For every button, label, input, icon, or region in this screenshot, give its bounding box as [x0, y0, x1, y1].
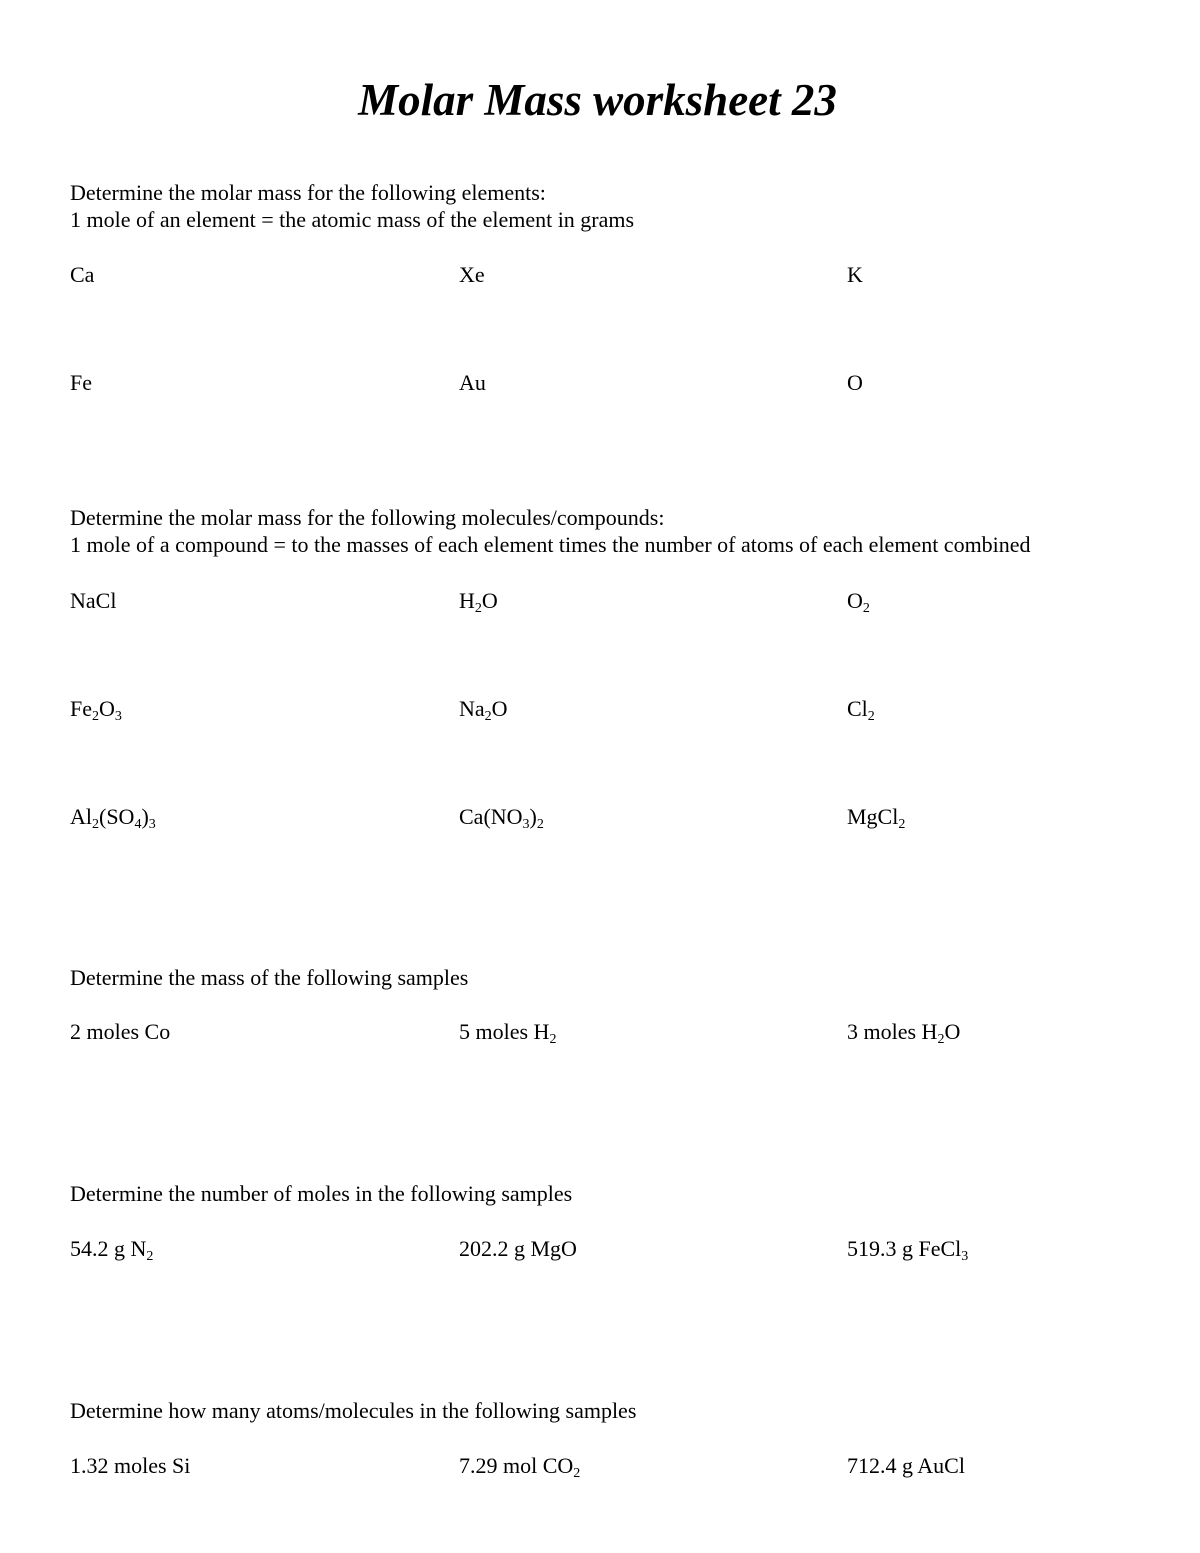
- page-title: Molar Mass worksheet 23: [358, 75, 837, 125]
- problem-item: 7.29 mol $CO_2$: [459, 1453, 581, 1481]
- problem-item: 1.32 moles Si: [70, 1453, 191, 1478]
- problem-item: NaCl: [70, 588, 117, 613]
- section-instruction: Determine how many atoms/molecules in the following samples: [70, 1398, 637, 1423]
- section-instruction: 1 mole of a compound = to the masses of each element times the number of atoms of each element combined: [70, 532, 1031, 557]
- problem-item: 202.2 g MgO: [459, 1236, 577, 1261]
- problem-item: $O_2$: [847, 588, 870, 616]
- problem-item: 3 moles $H_2O$: [847, 1019, 961, 1047]
- problem-item: $Na_2O$: [459, 696, 508, 724]
- problem-item: $H_2O$: [459, 588, 498, 616]
- section-instruction: Determine the mass of the following samples: [70, 965, 469, 990]
- problem-item: Au: [459, 370, 486, 395]
- problem-item: 712.4 g AuCl: [847, 1453, 965, 1478]
- section-instruction: Determine the number of moles in the following samples: [70, 1181, 573, 1206]
- problem-item: 2 moles Co: [70, 1019, 171, 1044]
- problem-item: Ca: [70, 262, 95, 287]
- section-instruction: Determine the molar mass for the following molecules/compounds:: [70, 505, 665, 530]
- problem-item: O: [847, 370, 863, 395]
- problem-item: 5 moles $H_2$: [459, 1019, 557, 1047]
- problem-item: $Cl_2$: [847, 696, 875, 724]
- problem-item: Fe: [70, 370, 92, 395]
- problem-item: $Al_2(SO_4)_3$: [70, 804, 156, 832]
- problem-item: MgCl$_2$: [847, 804, 906, 832]
- problem-item: 519.3 g FeCl$_3$: [847, 1236, 969, 1264]
- problem-item: $Fe_2O_3$: [70, 696, 122, 724]
- problem-item: Xe: [459, 262, 485, 287]
- problem-item: 54.2 g $N_2$: [70, 1236, 154, 1264]
- problem-item: K: [847, 262, 863, 287]
- problem-item: $Ca(NO_3)_2$: [459, 804, 544, 832]
- section-instruction: Determine the molar mass for the following elements:: [70, 180, 546, 205]
- section-instruction: 1 mole of an element = the atomic mass of the element in grams: [70, 207, 635, 232]
